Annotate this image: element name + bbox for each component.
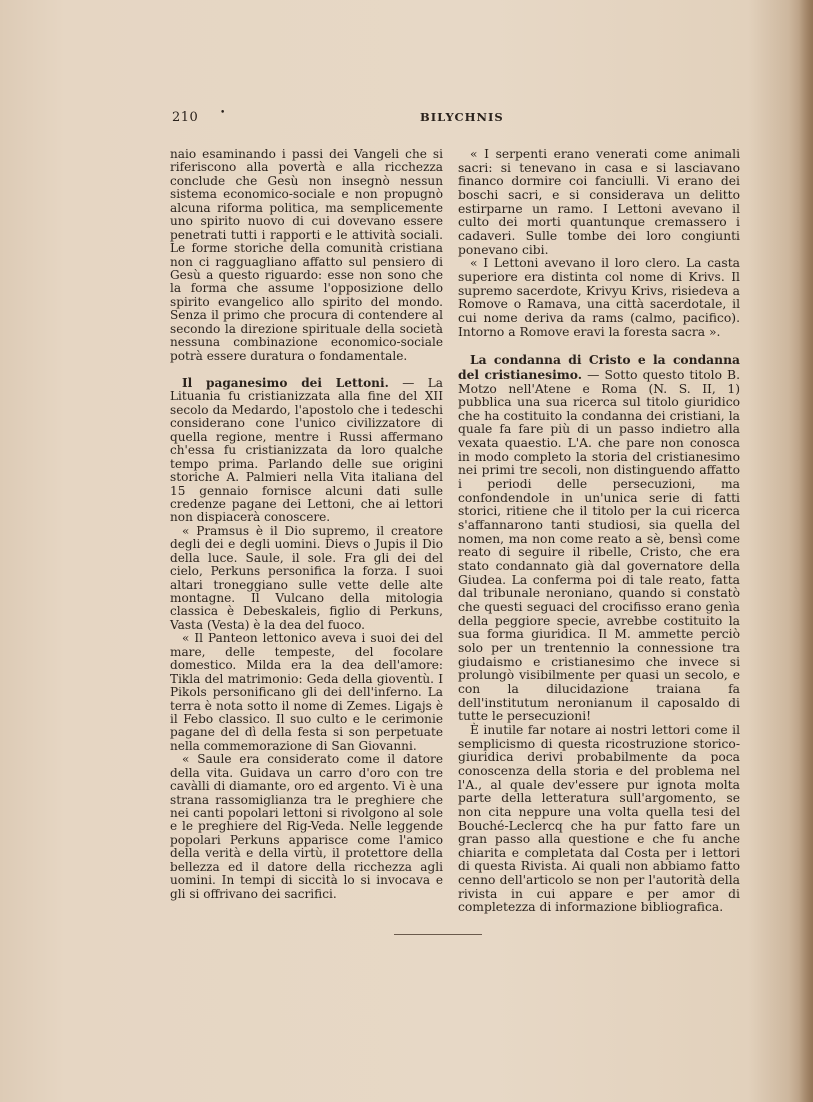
- section-end-rule: [394, 934, 482, 935]
- running-title: BILYCHNIS: [420, 110, 504, 124]
- page-header: [170, 110, 730, 130]
- paragraph: È inutile far notare ai nostri lettori come il semplicismo di questa ricostruzione storico-giuridica derivi probabilmente da poca conoscenza della storia e del problema nel l'A., al quale dev'essere pur ignota molta parte della letteratura sull'argomento, se non cita neppure una volta quella tesi del Bouché-Leclercq che ha pur fatto fare un gran passo alla questione e che fu anche chiarita e completata dal Costa per i lettori di questa Rivista. Ai quali non abbiamo fatto cenno dell'articolo se non per l'autorità della rivista in cui appare e per amor di completezza di informazione bibliografica.: [458, 722, 740, 915]
- paragraph: « Pramsus è il Dio supremo, il creatore degli dei e degli uomini. Dievs o Jupis il Dio della luce. Saule, il sole. Fra gli dei del cielo, Perkuns personifica la forza. I suoi altari troneggiano sulle vette delle alte montagne. Il Vulcano della mitologia classica è Debeskaleis, figlio di Perkuns, Vasta (Vesta) è la dea del fuoco.: [170, 523, 443, 632]
- right-column: [458, 148, 740, 915]
- paragraph: « I serpenti erano venerati come animali sacri: si tenevano in casa e si lasciavano financo dormire coi fanciulli. Vi erano dei boschi sacri, e si considerava un delitto estirparne un ramo. I Lettoni avevano il culto dei morti quantunque cremassero i cadaveri. Sulle tombe dei loro congiunti ponevano cibi.: [458, 147, 740, 257]
- paragraph: naio esaminando i passi dei Vangeli che si riferiscono alla povertà e alla ricchezza concludе che Gesù non insegnò nessun sistema economico-sociale e non propugnò alcuna riforma politica, ma semplicemente uno spirito nuovo di cui dovevano essere penetrati tutti i rapporti e le attività sociali. Le forme storiche della comunità cristiana non ci ragguagliano affatto sul pensiero di Gesù a questo riguardo: esse non sono che la forma che assume l'opposizione dello spirito evangelico allo spirito del mondo. Senza il primo che procura di contendere al secondo la direzione spirituale della società nessuna combinazione economico-sociale potrà essere duratura o fondamentale.: [170, 147, 443, 363]
- page-edge-shadow: [799, 0, 813, 1102]
- section-heading: Il paganesimo dei Lettoni.: [182, 376, 389, 390]
- paragraph: « I Lettoni avevano il loro clero. La casta superiore era distinta col nome di Krivs. Il supremo sacerdote, Krivyu Krivs, risiedeva a Romove o Ramava, una città sacerdotale, il cui nome deriva da rams (calmo, pacifico). Intorno a Romove eravi la foresta sacra ».: [458, 256, 740, 339]
- left-column: [170, 148, 443, 901]
- section-heading: La condanna di Cristo e la condanna del cristianesimo.: [458, 352, 740, 382]
- paragraph: « Saule era considerato come il datore della vita. Guidava un carro d'oro con tre cavàlli di diamante, oro ed argento. Vi è una strana rassomiglianza tra le preghiere che nei canti popolari lettoni si rivolgono al sole e le preghiere del Rig-Veda. Nelle leggende popolari Perkuns apparisce come l'amico della verità e della virtù, il protettore della bellezza ed il datore della ricchezza agli uomini. In tempi di siccità lo si invocava e gli si offrivano dei sacrifici.: [170, 752, 443, 901]
- paragraph: « Il Panteon lettonico aveva i suoi dei del mare, delle tempeste, del focolare domestico. Milda era la dea dell'amore: Tikla del matrimonio: Geda della gioventù. I Pikols personificano gli dei dell'inferno. La terra è nota sotto il nome di Zemes. Ligajs è il Febo classico. Il suo culto e le cerimonie pagane del dì della festa si son perpetuate nella commemorazione di San Giovanni.: [170, 631, 443, 753]
- paragraph: La condanna di Cristo e la condanna del cristianesimo. — Sotto questo titolo B. Motzo nell'Atene e Roma (N. S. II, 1) pubblica una sua ricerca sul titolo giuridico che ha costituito la condanna dei cristiani, la quale fa fare più di un passo indietro alla vexata quaestio. L'A. che pare non conosca in modo completo la storia del cristianesimo nei primi tre secoli, non distinguendo affatto i periodi delle persecuzioni, ma confondendole in un'unica serie di fatti storici, ritiene che il titolo per la cui ricerca s'affannarono tanti studiosi, sia quella del nomen, ma non come reato a sè, bensì come reato di seguire il ribelle, Cristo, che era stato condannato già dal governatore della Giudea. La conferma poi di tale reato, fatta dal tribunale neroniano, quando si constatò che questi seguaci del crocifisso erano genìa della peggiore specie, avrebbe costituito la sua forma giuridica. Il M. ammette perciò solo per un trentennio la connessione tra giudaismo e cristianesimo che invece si prolungò visibilmente per quasi un secolo, e con la dilucidazione traiana fa dell'institutum neronianum il caposaldo di tutte le persecuzioni!: [458, 352, 740, 724]
- header-separator: •: [220, 108, 226, 118]
- paragraph: Il paganesimo dei Lettoni. — La Lituania fu cristianizzata alla fine del XII secolo da Medardo, l'apostolo che i tedeschi considerano cone l'unico civilizzatore di quella regione, mentre i Russi affermano ch'essa fu cristianizzata da loro qualche tempo prima. Parlando delle sue origini storiche A. Palmieri nella Vita italiana del 15 gennaio fornisce alcuni dati sulle credenze pagane dei Lettoni, che ai lettori non dispiacerà conoscere.: [170, 376, 443, 525]
- page-number: 210: [172, 110, 199, 125]
